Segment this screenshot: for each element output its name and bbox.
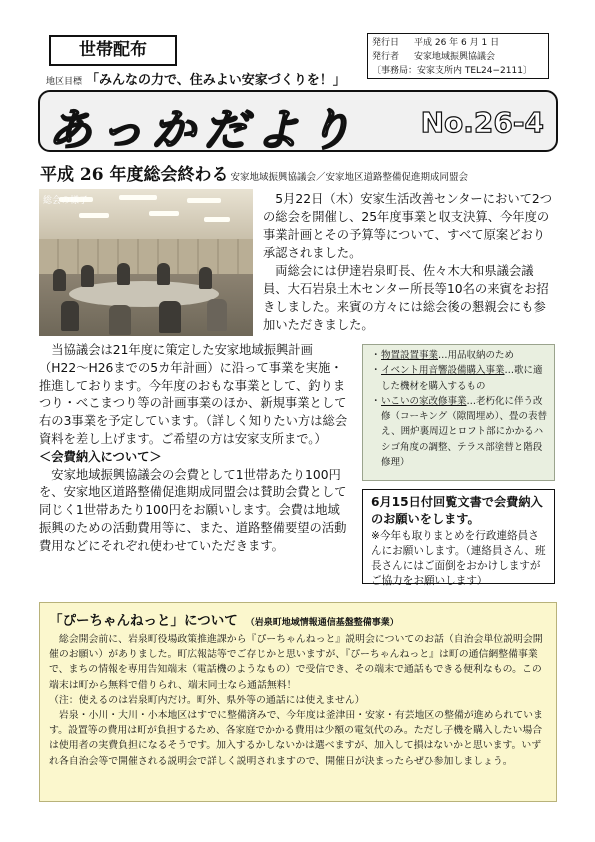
attendee [207,299,227,331]
notice-body: ※今年も取りまとめを行政連絡員さんにお願いします。（連絡員さん、班長さんにはご面倒をおかけしますがご協力をお願いします） [371,530,546,587]
pichan-note: （注：使えるのは岩泉町内だけ。町外、県外等の通話には使えません） [49,694,365,706]
dues-heading: ＜会費納入について＞ [39,449,162,464]
attendee [53,269,66,291]
lead-text [263,190,556,334]
issue-number: No.26-4 [420,106,544,139]
attendee [109,305,131,335]
pichan-subtitle: （岩泉町地域情報通信基盤整備事業） [245,618,399,628]
dues-paragraph: 安家地域振興協議会の会費として1世帯あたり100円を、安家地区道路整備促進期成同盟会は賛助会費として同じく1世帯あたり100円をお願いします。会費は地域振興のための活動費用等に、また、道路整備要望の活動費用などにそれぞれ使わせていただきます。 [39,467,347,553]
ceiling-light [79,213,109,218]
project-item [371,394,548,470]
attendee [117,263,130,285]
distribution-tag: 世帯配布 [49,35,177,66]
ceiling-light [204,217,230,222]
newsletter-banner [38,90,558,156]
pichan-paragraph-2: 岩泉・小川・大川・小本地区はすでに整備済みで、今年度は釜津田・安家・有芸地区の整備が進められています。設置等の費用は町が負担するため、各家庭でかかる費用は少額の電気代のみ。ただし子機を購入したい場合は使用者の実費負担になるそうです。加入するかしないかは選べますが、加入して損はないかと思います。いずれ各自治会等で開催される説明会で詳しく説明されますので、開催日が決まったらぜひ参加しましょう。 [49,710,543,767]
article-headline [40,160,468,185]
photo-wall [39,239,253,274]
lead-paragraph-1: 5月22日（木）安家生活改善センターにおいて2つの総会を開催し、25年度事業と収支決算、今年度の事業計画とその予算等について、すべて原案どおり承認されました。 [263,192,553,260]
attendee [61,301,79,331]
project-item [371,363,548,394]
project-desc: …歌に適した機材を購入するもの [381,365,543,392]
new-projects-box [362,344,555,481]
attendee [159,301,181,333]
goal-text: 「みんなの力で、住みよい安家づくりを！」 [86,73,346,88]
project-title: イベント用音響設備購入事業 [381,365,505,377]
pichan-paragraph-1: 総会開会前に、岩泉町役場政策推進課から『ぴーちゃんねっと』説明会についてのお話（自治会単位説明会開催のお願い）がありました。町広報誌等でご存じかと思いますが、『ぴーちゃんねっと』は町の通信網整備事業で、まちの情報を専用告知端末（電話機のようなもの）で受信でき、その端末で通話もできる便利なもの。この端末は町から無料で借りられ、端末同士なら通話無料！ [49,634,543,691]
dues-notice-box [362,489,555,587]
project-desc: …用品収納のため [438,350,515,361]
district-goal [46,69,346,88]
plan-paragraph: 当協議会は21年度に策定した安家地域振興計画（H22〜H26までの5カ年計画）に沿って事業を実施・推進しております。今年度のおもな事業として、釣りまつり・べこまつり等の計画事業のほか、新規事業として右の3事業を予定しています。（詳しく知りたい方は総会資料を差し上げます。ご希望の方は安家支所まで。） [39,343,348,446]
pichan-title: 「ぴーちゃんねっと」について [49,613,238,629]
project-title: いこいの家改修事業 [381,395,467,407]
pub-date-label: 発行日 [372,38,400,48]
attendee [81,265,94,287]
publisher: 安家地域振興協議会 [414,52,496,62]
notice-title: 6月15日付回覧文書で会費納入のお願いをします。 [371,495,543,526]
headline-sub: 安家地域振興協議会／安家地区道路整備促進期成同盟会 [230,172,469,183]
lead-paragraph-2: 両総会には伊達岩泉町長、佐々木大和県議会議員、大石岩泉土木センター所長等10名の来賓をお招きしました。来賓の方々には総会後の懇親会にも参加いただきました。 [263,264,549,332]
bullet-icon: ・ [371,365,381,377]
office-contact: 〔事務局：安家支所内 TEL24−2111〕 [372,66,532,76]
bullet-icon: ・ [371,395,381,407]
project-desc: …老朽化に伴う改修（コーキング（隙間埋め）、畳の表替え、囲炉裏周辺とロフト部にかかるハシゴ角度の調整、テラス部塗替と階段修理） [381,395,547,469]
ceiling-light [187,198,221,203]
publication-info [367,33,549,79]
newsletter-title: あっかだより [48,105,360,156]
pichan-header [49,609,547,629]
bullet-icon: ・ [371,350,381,361]
attendee [157,263,170,285]
attendee [199,267,212,289]
project-item [371,348,548,363]
goal-label: 地区目標 [46,77,83,87]
pichan-net-box [39,602,557,802]
body-text [39,342,351,556]
pub-date: 平成 26 年 6 月 1 日 [414,38,500,48]
publisher-label: 発行者 [372,52,400,62]
photo-caption: 総会の様子 [43,196,89,206]
pichan-text [49,632,547,769]
meeting-photo [39,189,253,336]
ceiling-light [149,211,179,216]
ceiling-light [119,195,157,200]
project-title: 物置設置事業 [381,350,439,361]
headline-main: 平成 26 年度総会終わる [40,165,229,185]
